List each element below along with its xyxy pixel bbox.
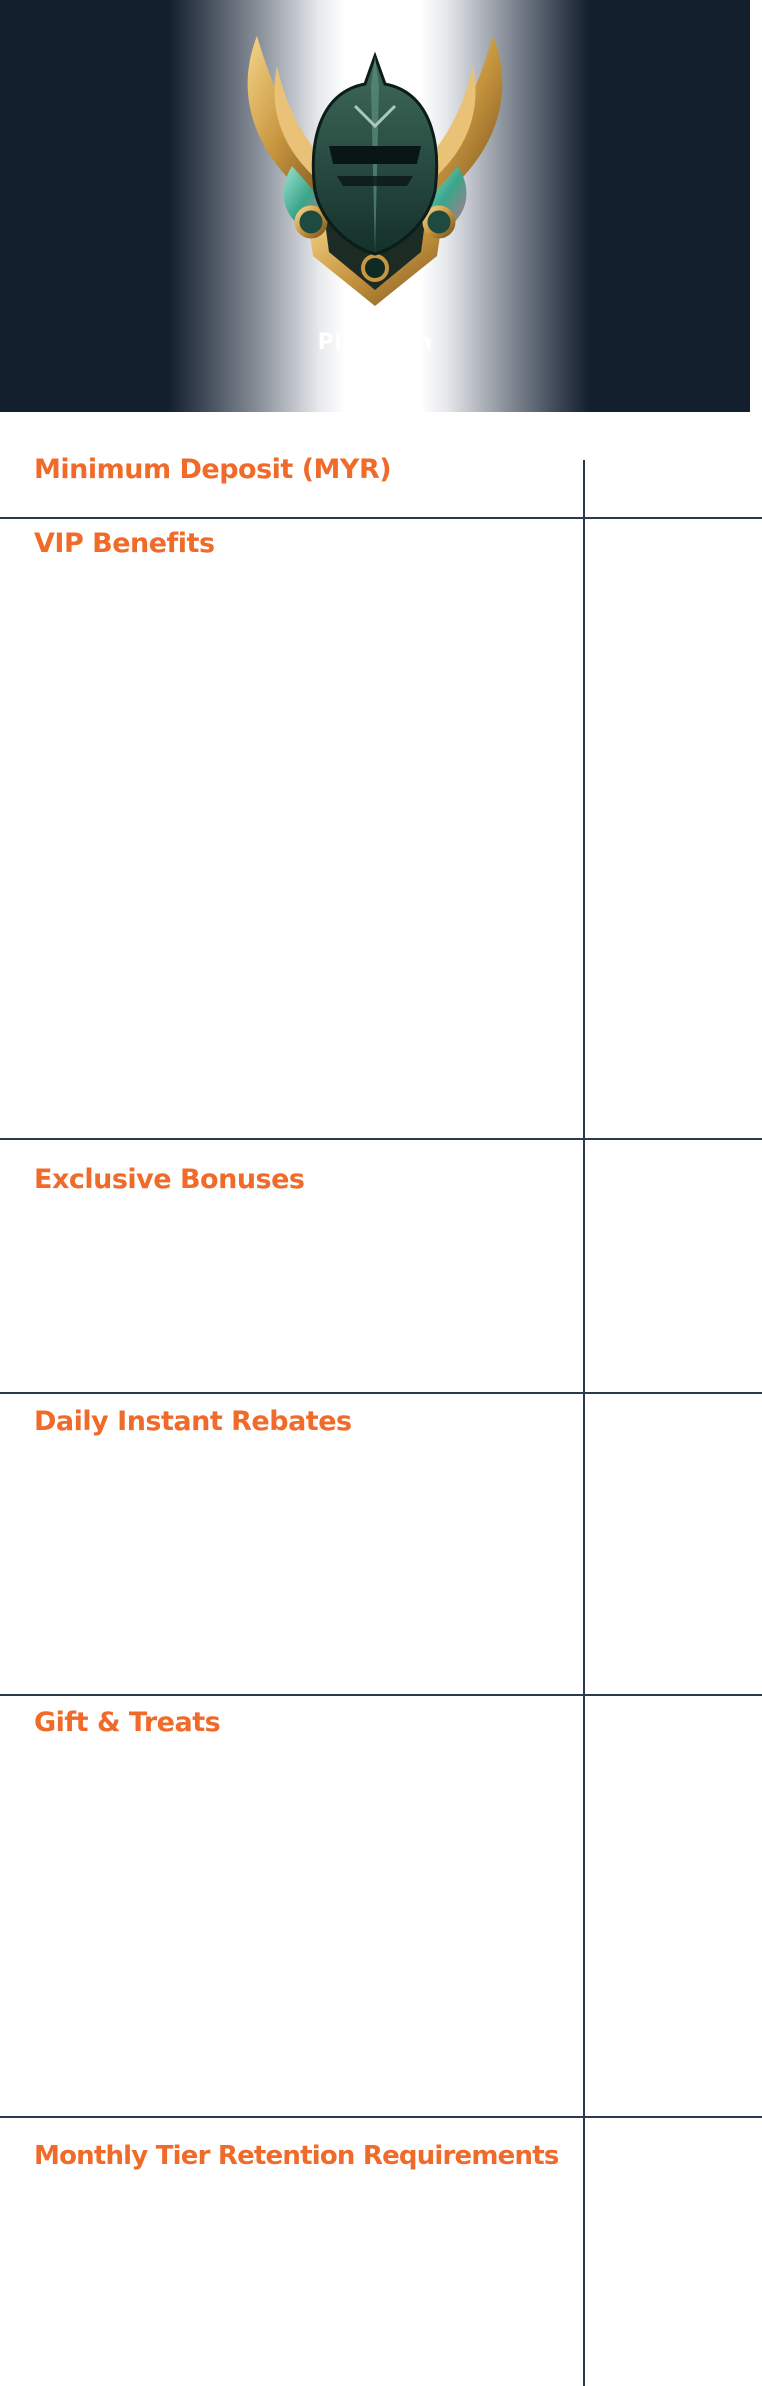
row-divider <box>0 517 762 519</box>
tier-name: Platinum <box>317 330 433 355</box>
row-divider <box>0 1138 762 1140</box>
tier-hero <box>0 0 750 412</box>
row-label-vip-benefits: VIP Benefits <box>34 528 215 559</box>
row-divider <box>0 2116 762 2118</box>
knight-helmet-badge-icon <box>237 26 513 312</box>
vip-benefits-table <box>0 412 762 2386</box>
row-label-minimum-deposit: Minimum Deposit (MYR) <box>34 454 392 485</box>
column-divider <box>583 460 585 2386</box>
row-label-exclusive-bonuses: Exclusive Bonuses <box>34 1164 305 1195</box>
row-label-gift-treats: Gift & Treats <box>34 1707 221 1738</box>
row-label-monthly-tier-retention: Monthly Tier Retention Requirements <box>34 2141 559 2171</box>
row-divider <box>0 1694 762 1696</box>
row-label-daily-instant-rebates: Daily Instant Rebates <box>34 1406 352 1437</box>
row-divider <box>0 1392 762 1394</box>
